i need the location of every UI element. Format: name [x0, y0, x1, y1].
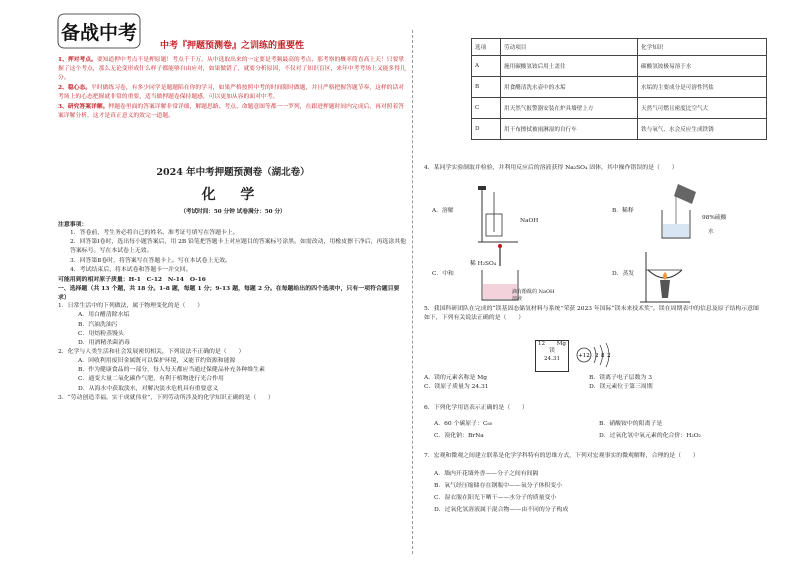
tip-item: 1、押对考点。要知道押中考点不是押原题！考点千千万，从中选取出来的一定要是考频最高的考点，那考察的概率简直高上天！只要掌握了这个考点，那么无论变形成什么样子都能够自由应对，如果做错了，就要分析原因，不仅对了知识盲区，来年中考考场上又能多得几分。 — [58, 57, 406, 81]
logo-badge-icon — [56, 10, 142, 54]
column-divider — [412, 30, 413, 554]
exam-title: 2024 年中考押题预测卷（湖北卷） — [156, 167, 310, 178]
tips-block — [58, 56, 408, 122]
tips-title: 中考『押题预测卷』之训练的重要性 — [160, 41, 305, 51]
left-body-line: C．通变大量二氧化碳作气肥，有利于植物进行光合作用 — [78, 376, 224, 383]
left-body-line: 3．“劳动创造幸福，实干成就伟业”，下列劳动所涉及的化学知识正确的是（ ） — [58, 394, 274, 401]
q4-option-c-label: C．中和 — [432, 271, 454, 277]
left-body-line: B．作为健康食品的一部分，每人每天都应当通过保健品补充各种维生素 — [78, 367, 265, 374]
svg-text:2: 2 — [607, 353, 611, 359]
left-body-line: 可能用到的相对原子质量：H-1 C-12 N-14 O-16 — [58, 275, 206, 283]
left-body-line: 1．答卷前，考生务必将自己的姓名、准考证号填写在答题卡上。 — [70, 230, 239, 237]
table-row: A 施用碳酸氢铵后用土盖住 碳酸氢铵极易溶于水 — [472, 56, 767, 77]
left-body-line: A．回收利用废旧金属既可以保护环境，又能节约资源和能源 — [78, 358, 236, 365]
svg-text:+12: +12 — [578, 353, 590, 359]
periodic-table-cell: 12 Mg 镁 24.31 — [535, 340, 569, 372]
q5-options — [424, 374, 774, 392]
dilution-apparatus-icon — [648, 182, 708, 242]
water-label: 水 — [708, 229, 714, 235]
svg-text:2: 2 — [595, 353, 599, 359]
table-row: B 用食醋清洗水壶中的水垢 水垢的主要成分是可溶性钙盐 — [472, 77, 767, 98]
q6-option-b: B．硝酸铵中的阳离子是 — [599, 421, 663, 427]
dilute-acid-label: 稀 H₂SO₄ — [470, 261, 497, 267]
tip-item: 2、稳心态。平时做练习卷，有多少同学是题题陷在你的学习，如果严格按照中考的时间限时做题，并且严格把握答题节奏，这样的话对考场上的心态把握就非常的重要，适当做押题卷保持题感，可以更加从容的面对中考。 — [58, 84, 405, 100]
table-header-row — [472, 39, 767, 56]
left-body-line: 一、选择题（共 13 个题，共 18 分。1-8 题，每题 1 分；9-13 题，每题 2 分。在每题给出的四个选项中，只有一项符合题目要求） — [58, 284, 400, 302]
left-body-line: 注意事项： — [58, 221, 88, 228]
tip-item: 3、研究答案详解。押题卷里面的答案详解非常详细，解题思路、考点、命题意图等都一一罗列，在跟进押题时间内完成后，再对照着答案详解分析，这才是真正意义的效完一道题。 — [58, 103, 405, 119]
left-body-line: B．汽油洗油污 — [78, 321, 118, 328]
left-body-line: 2．化学与人类生活和社会发展密切相关，下列说法不正确的是（ ） — [58, 348, 245, 355]
dissolve-apparatus-icon — [468, 184, 538, 246]
left-body-line: C．用焙粉蒸馒头 — [78, 330, 124, 337]
q5-option-c: C．镁原子质量为 24.31 — [424, 384, 489, 391]
sulfuric-acid-label: 98%硫酸 — [702, 215, 727, 221]
left-body-line: 1．日常生活中的下列做法，属于物理变化的是（ ） — [58, 303, 204, 310]
q4-option-a-label: A．溶解 — [432, 208, 454, 214]
left-body-line: D．从海水中获取淡水，对解决淡水危机具有重要意义 — [78, 385, 219, 392]
q6-option-d: D．过氧化氢中氧元素的化合价：H₂O₂ — [599, 433, 701, 440]
left-body-line: 4．考试结束后，将本试卷和答题卡一并交回。 — [70, 266, 192, 273]
table-header: 化学知识 — [638, 39, 767, 56]
q7-option-d: D．过氧化氢溶液属于混合物——由不同的分子构成 — [434, 507, 569, 514]
table-row: C 用天然气报警器安装在炉具墙壁上方 天然气可燃且密度比空气大 — [472, 98, 767, 119]
question-4-stem: 4．某同学实验制取并检验，并利用反应后的溶液获得 Na₂SO₄ 固体，其中操作错误的是（ ） — [424, 165, 678, 171]
left-body-line: D．用酒精杀菌消毒 — [78, 339, 130, 346]
subject-title: 化 学 — [201, 187, 265, 203]
question-7-stem: 7．宏观和微观之间建立联系是化学学科特有的思维方式，下列对宏观事实的微观解释，合理的是（ ） — [424, 453, 699, 459]
indicator-solution-label: 滴有酚酞的 NaOH 溶液 — [512, 289, 555, 302]
q7-option-a: A．墙内开花墙外香——分子之间有间隔 — [434, 471, 539, 477]
table-header: 选项 — [472, 39, 501, 56]
exam-meta: （考试时间：50 分钟 试卷满分：50 分） — [180, 209, 286, 215]
q7-options — [424, 468, 784, 516]
q5-option-a: A．镁的元素名称是 Mg — [424, 375, 488, 381]
q6-option-a: A．60 个碳原子：C₆₀ — [434, 421, 493, 427]
question-5-stem: 5．我国科研团队在完成的“镁基固态储氢材料与系统”荣获 2023 年国际“镁未来技术奖”。镁在周期表中的信息及原子结构示意图如下，下列有关说法正确的是（ ） — [424, 306, 759, 322]
q4-option-d-label: D．蒸发 — [612, 271, 635, 277]
q7-option-c: C．湿衣服在阳光下晒干——水分子的质量变小 — [434, 495, 557, 502]
q7-option-b: B．氧气经压缩储存在钢瓶中——氧分子体积变小 — [434, 483, 563, 490]
left-body-line: 2．回答第Ⅰ卷时，选出每小题答案后，用 2B 铅笔把答题卡上对应题目的答案标号涂黑。如需改动，用橡皮擦干净后，再选涂其他答案标号。写在本试卷上无效。 — [70, 239, 406, 255]
table-row: D 用干布擦拭被雨淋湿的自行车 铁与氧气、水会反应生成铁锈 — [472, 119, 767, 140]
q4-option-b-label: B．稀释 — [612, 208, 634, 214]
q5-option-d: D．镁元素位于第三周期 — [589, 384, 653, 391]
knowledge-table — [471, 38, 767, 140]
table-header: 劳动项目 — [501, 39, 638, 56]
q6-option-c: C．溴化钠：BrNa — [434, 433, 484, 440]
svg-text:8: 8 — [601, 353, 605, 359]
logo-text: 备战中考 — [60, 22, 138, 44]
left-body-line: 3．回答第Ⅱ卷时，将答案写在答题卡上。写在本试卷上无效。 — [70, 257, 231, 264]
naoh-label: NaOH — [520, 218, 539, 224]
question-6-stem: 6．下列化学用语表示正确的是（ ） — [424, 405, 528, 411]
left-column-body — [58, 220, 408, 403]
left-body-line: A．用白醋清除水垢 — [78, 312, 130, 319]
logo — [56, 10, 142, 54]
evaporation-apparatus-icon — [630, 246, 700, 304]
atom-structure-icon — [574, 340, 614, 370]
q6-options — [424, 418, 774, 443]
q5-option-b: B．镁离子电子层数为 3 — [589, 375, 652, 381]
